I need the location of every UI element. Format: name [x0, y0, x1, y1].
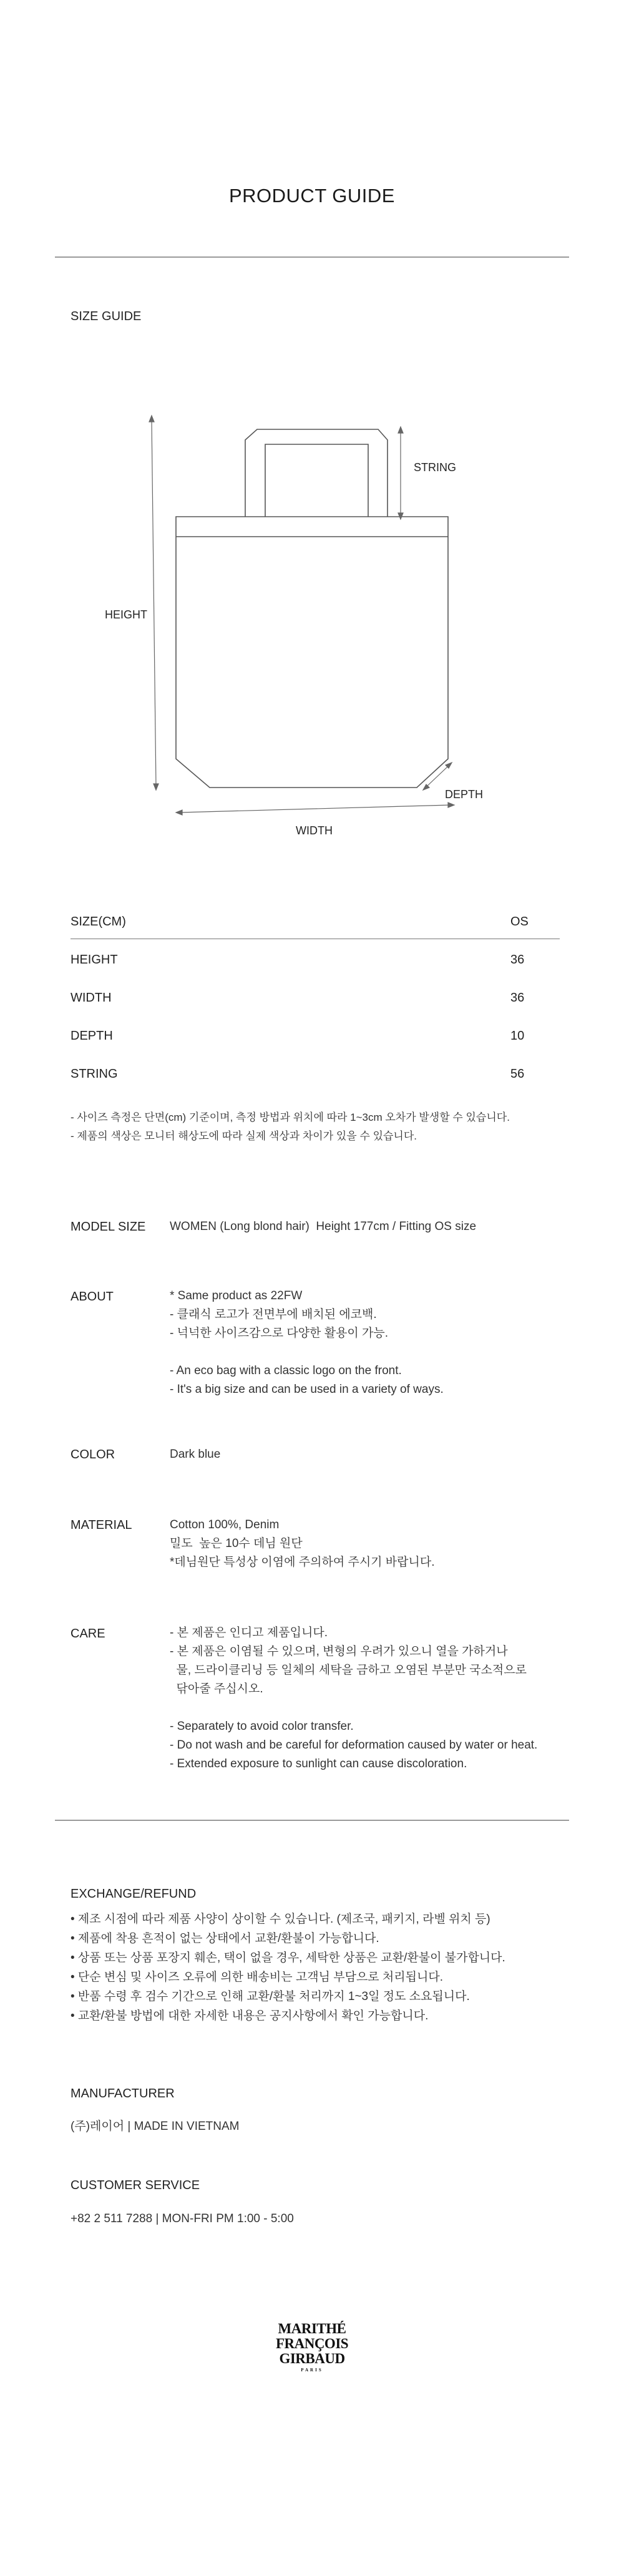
- title-divider: [55, 256, 569, 258]
- manufacturer-value: (주)레이어 | MADE IN VIETNAM: [71, 2120, 240, 2133]
- exchange-item: • 단순 변심 및 사이즈 오류에 의한 배송비는 고객님 부담으로 처리됩니다.: [71, 1971, 443, 1984]
- page-title: PRODUCT GUIDE: [228, 185, 395, 207]
- size-row-name: STRING: [71, 1067, 118, 1081]
- material-line: Cotton 100%, Denim: [170, 1518, 280, 1531]
- size-row: [71, 1029, 526, 1054]
- exchange-heading: EXCHANGE/REFUND: [71, 1887, 197, 1901]
- about-line: - It's a big size and can be used in a variety of ways.: [170, 1383, 444, 1396]
- exchange-item: • 제조 시점에 따라 제품 사양이 상이할 수 있습니다. (제조국, 패키지, 라벨 위치 등): [71, 1913, 490, 1926]
- care-line: - 본 제품은 인디고 제품입니다.: [170, 1626, 328, 1639]
- logo-line: GIRBAUD: [279, 2351, 345, 2366]
- exchange-item: • 교환/환불 방법에 대한 자세한 내용은 공지사항에서 확인 가능합니다.: [71, 2009, 429, 2022]
- customer-service-value: +82 2 511 7288 | MON-FRI PM 1:00 - 5:00: [71, 2212, 294, 2225]
- size-row-name: WIDTH: [71, 991, 112, 1005]
- model-size-label: MODEL SIZE: [71, 1220, 146, 1234]
- care-line: 물, 드라이클리닝 등 일체의 세탁을 금하고 오염된 부분만 국소적으로: [170, 1664, 527, 1677]
- about-label: ABOUT: [71, 1290, 114, 1304]
- material-label: MATERIAL: [71, 1518, 132, 1532]
- exchange-item: • 제품에 착용 흔적이 없는 상태에서 교환/환불이 가능합니다.: [71, 1932, 379, 1945]
- logo-line: MARITHÉ: [278, 2321, 346, 2336]
- customer-service-heading: CUSTOMER SERVICE: [71, 2178, 200, 2192]
- brand-logo: [262, 2321, 362, 2374]
- size-row: [71, 953, 526, 978]
- material-line: 밀도 높은 10수 데님 원단: [170, 1537, 303, 1550]
- size-table-header: [71, 915, 529, 940]
- about-line: - 넉넉한 사이즈감으로 다양한 활용이 가능.: [170, 1327, 389, 1340]
- size-note: - 제품의 색상은 모니터 해상도에 따라 실제 색상과 차이가 있을 수 있습니다.: [71, 1130, 417, 1142]
- size-row-value: 36: [510, 991, 525, 1005]
- size-row: [71, 991, 526, 1016]
- width-arrow: [176, 803, 454, 815]
- care-label: CARE: [71, 1627, 105, 1641]
- height-label: HEIGHT: [105, 608, 148, 621]
- model-size-value: WOMEN (Long blond hair) Height 177cm / Fitting OS size: [170, 1220, 477, 1233]
- logo-tagline: PARIS: [301, 2368, 323, 2373]
- care-line: - Separately to avoid color transfer.: [170, 1720, 354, 1733]
- about-line: - An eco bag with a classic logo on the front.: [170, 1364, 402, 1377]
- exchange-item: • 상품 또는 상품 포장지 훼손, 택이 없을 경우, 세탁한 상품은 교환/환불이 불가합니다.: [71, 1951, 505, 1964]
- size-header-label: SIZE(CM): [71, 915, 126, 929]
- color-value: Dark blue: [170, 1448, 221, 1461]
- section-divider: [55, 1820, 569, 1821]
- depth-label: DEPTH: [445, 788, 484, 801]
- about-line: * Same product as 22FW: [170, 1289, 303, 1302]
- size-row-value: 10: [510, 1029, 525, 1043]
- size-row-name: DEPTH: [71, 1029, 113, 1043]
- size-row-name: HEIGHT: [71, 953, 118, 967]
- care-line: - 본 제품은 이염될 수 있으며, 변형의 우려가 있으니 열을 가하거나: [170, 1645, 508, 1658]
- logo-line: FRANÇOIS: [275, 2336, 349, 2351]
- manufacturer-heading: MANUFACTURER: [71, 2087, 175, 2100]
- height-arrow: [149, 416, 158, 790]
- string-label: STRING: [414, 461, 457, 474]
- care-line: - Extended exposure to sunlight can cause discoloration.: [170, 1757, 467, 1770]
- size-row-value: 56: [510, 1067, 525, 1081]
- exchange-item: • 반품 수령 후 검수 기간으로 인해 교환/환불 처리까지 1~3일 정도 소요됩니다.: [71, 1990, 470, 2003]
- size-row-value: 36: [510, 953, 525, 967]
- depth-arrow: [423, 763, 452, 790]
- string-arrow: [398, 427, 403, 519]
- care-line: 닦아줄 주십시오.: [170, 1682, 263, 1695]
- color-label: COLOR: [71, 1448, 115, 1461]
- width-label: WIDTH: [296, 824, 333, 837]
- about-line: - 클래식 로고가 전면부에 배치된 에코백.: [170, 1308, 377, 1321]
- bag-body: [176, 517, 448, 788]
- size-header-os: OS: [510, 915, 529, 929]
- material-line: *데님원단 특성상 이염에 주의하여 주시기 바랍니다.: [170, 1556, 435, 1569]
- bag-handle: [245, 429, 388, 517]
- size-guide-heading: SIZE GUIDE: [71, 310, 142, 323]
- size-row: [71, 1067, 526, 1092]
- size-note: - 사이즈 측정은 단면(cm) 기준이며, 측정 방법과 위치에 따라 1~3cm 오차가 발생할 수 있습니다.: [71, 1111, 510, 1123]
- care-line: - Do not wash and be careful for deformation caused by water or heat.: [170, 1739, 538, 1752]
- bag-size-diagram: [0, 374, 624, 849]
